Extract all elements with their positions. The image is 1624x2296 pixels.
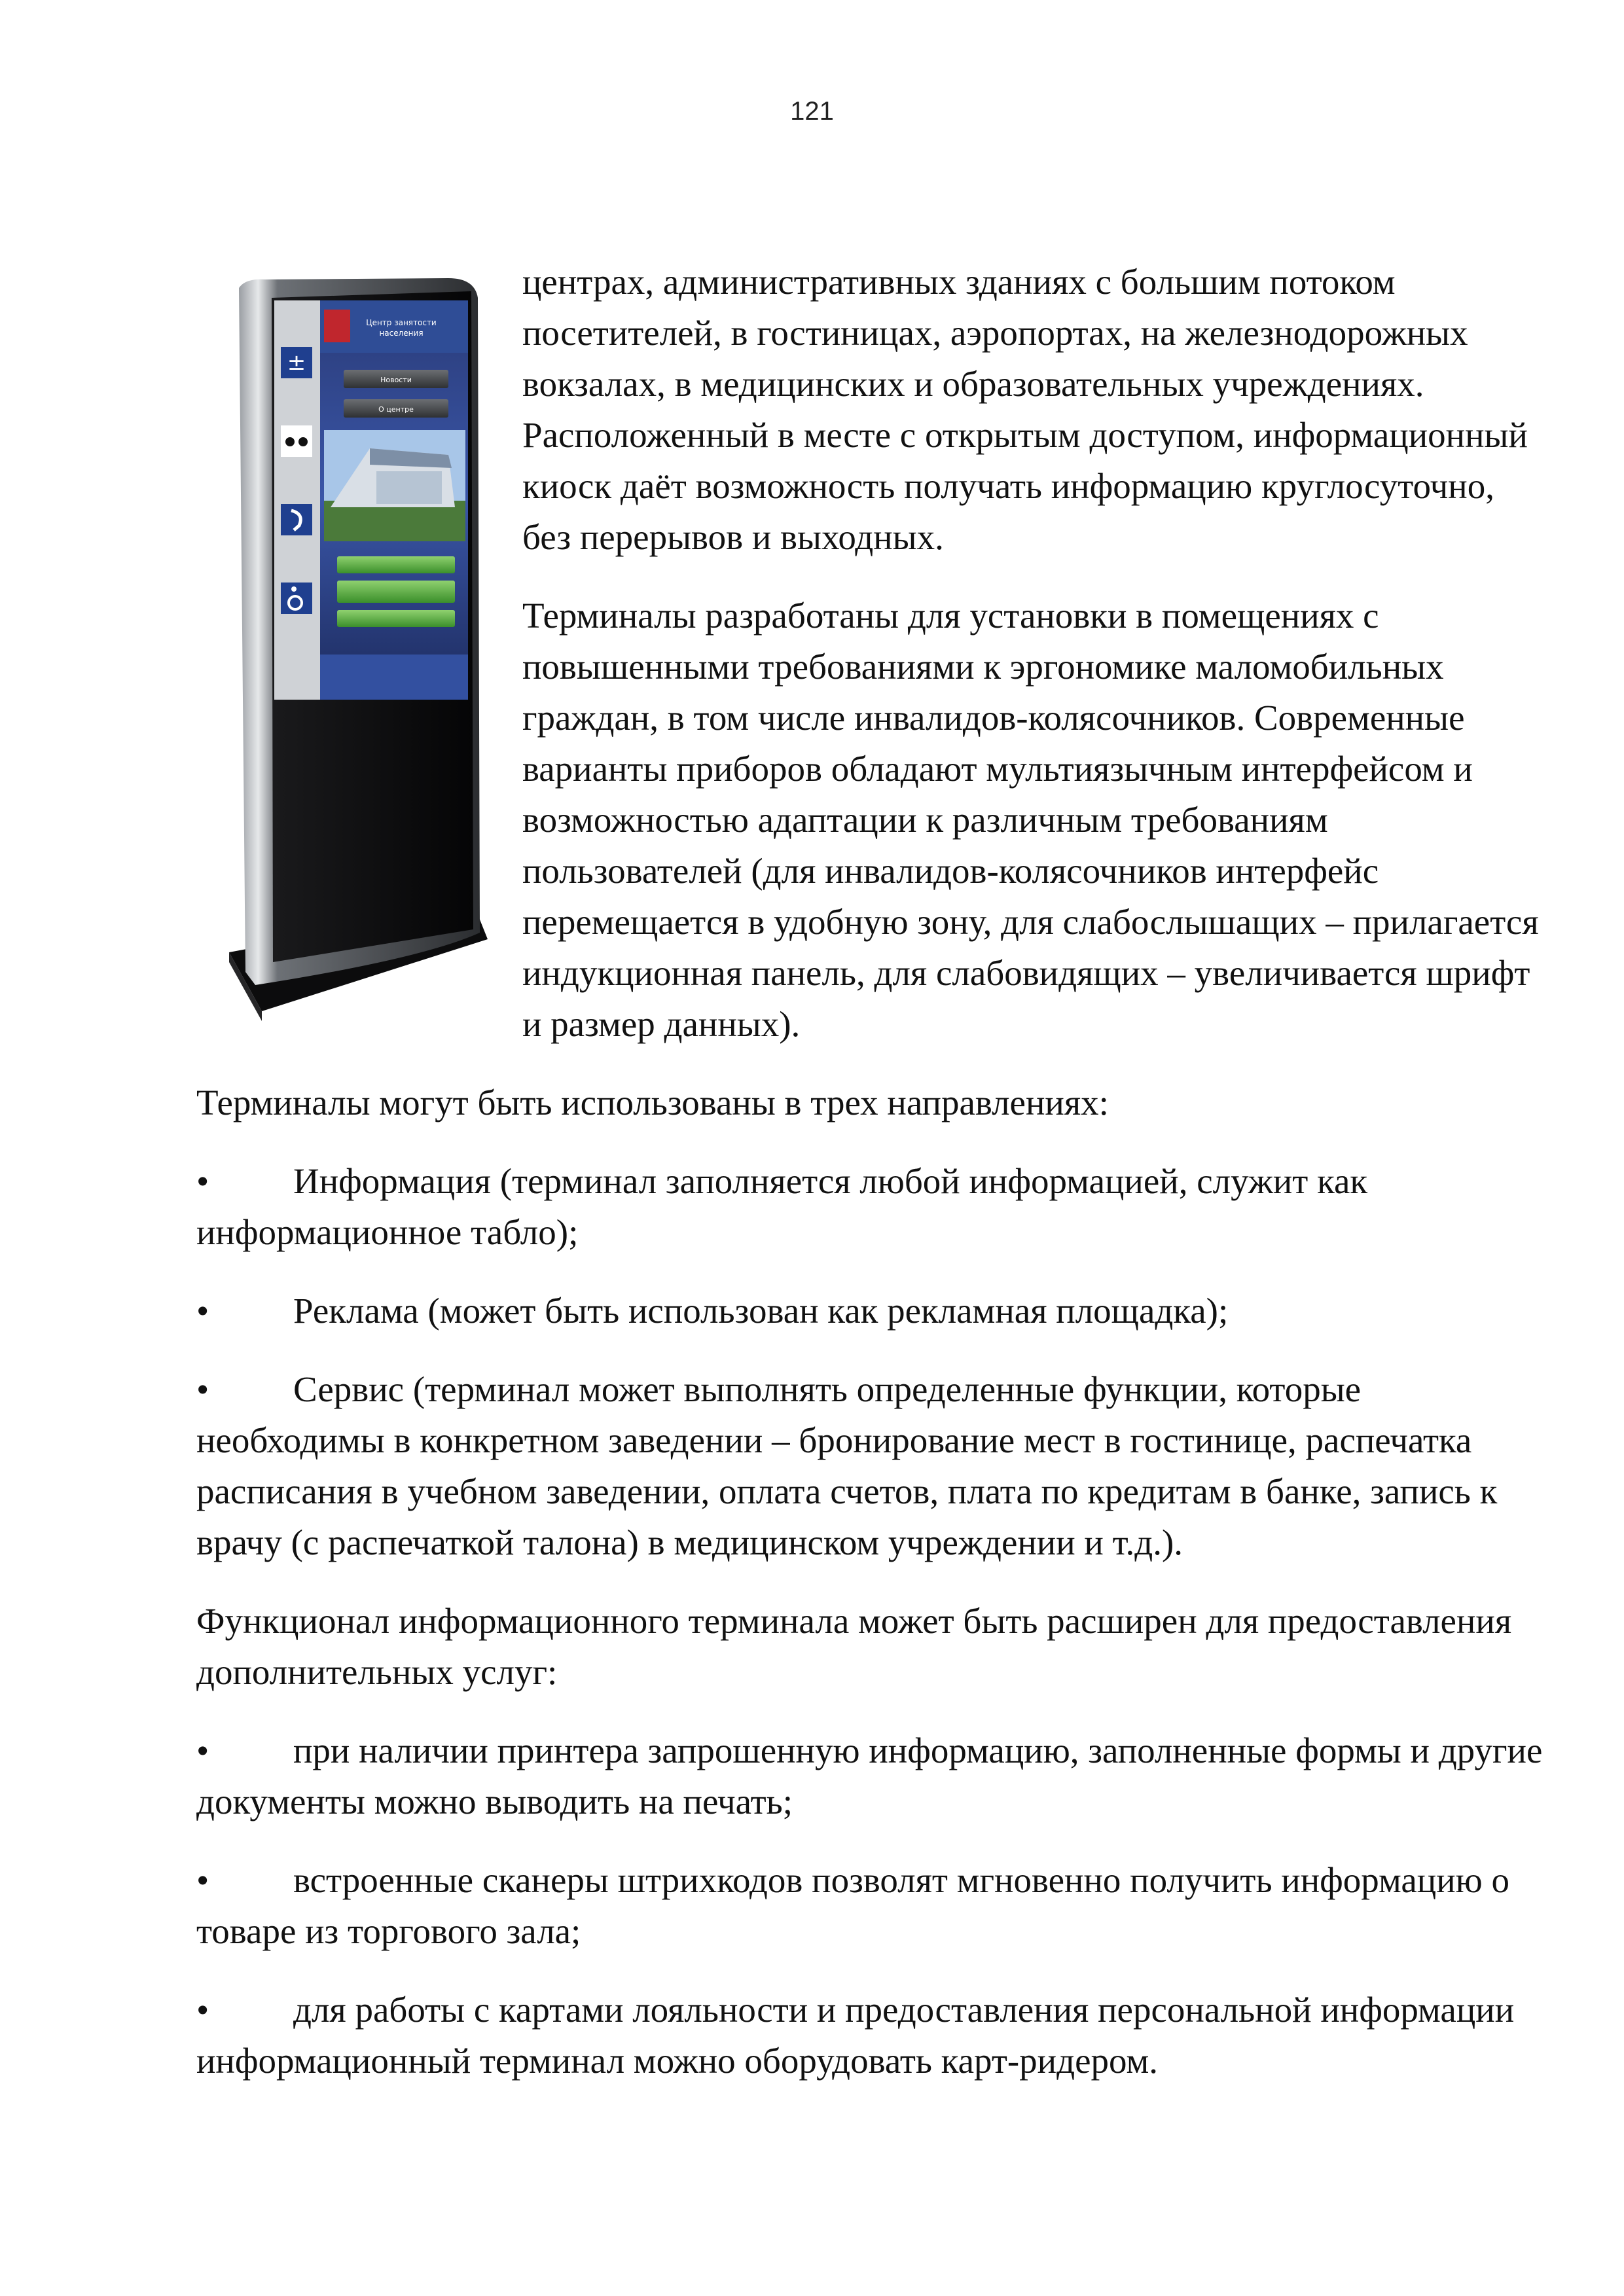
paragraph-kiosk-locations: центрах, административных зданиях с большим потоком посетителей, в гостиницах, аэропортах, на железнодорожных вокзалах, в медицинских и образовательных учреждениях. Расположенный в месте с открытым доступом, информационный киоск даёт возможность получать информацию круглосуточно, без перерывов и выходных.	[522, 262, 1528, 557]
list-item	[196, 1984, 1545, 2087]
bullet-mark: •	[196, 1369, 209, 1409]
list-item-text: встроенные сканеры штрихкодов позволят мгновенно получить информацию о товаре из торгового зала;	[196, 1860, 1509, 1951]
bullet-mark: •	[196, 1161, 209, 1201]
bullet-mark: •	[196, 1291, 209, 1331]
svg-text:О центре: О центре	[378, 405, 414, 414]
bullet-mark: •	[196, 1860, 209, 1900]
list-item	[196, 1156, 1545, 1258]
list-item	[196, 1855, 1545, 1957]
list-item	[196, 1285, 1545, 1336]
paragraph-directions-intro: Терминалы могут быть использованы в трех направлениях:	[196, 1083, 1109, 1122]
paragraph-terminal-design: Терминалы разработаны для установки в помещениях с повышенными требованиями к эргономике маломобильных граждан, в том числе инвалидов-колясочников. Современные варианты приборов обладают мультиязычным интерфейсом и возможностью адаптации к различным требованиям пользователей (для инвалидов-колясочников интерфейс перемещается в удобную зону, для слабослышащих – прилагается индукционная панель, для слабовидящих – увеличивается шрифт и размер данных).	[522, 596, 1539, 1044]
svg-text:населения: населения	[379, 329, 424, 338]
bullet-mark: •	[196, 1731, 209, 1770]
paragraph-services-intro: Функционал информационного терминала может быть расширен для предоставления дополнительных услуг:	[196, 1601, 1512, 1692]
list-item-text: Реклама (может быть использован как рекламная площадка);	[293, 1291, 1229, 1331]
list-item	[196, 1364, 1545, 1568]
list-item-text: при наличии принтера запрошенную информацию, заполненные формы и другие документы можно выводить на печать;	[196, 1731, 1543, 1821]
svg-text:±: ±	[287, 350, 306, 376]
list-item-text: Информация (терминал заполняется любой информацией, служит как информационное табло);	[196, 1161, 1368, 1252]
page-number: 121	[790, 97, 834, 126]
list-item-text: для работы с картами лояльности и предоставления персональной информации информационный терминал можно оборудовать карт-ридером.	[196, 1990, 1515, 2081]
svg-text:Новости: Новости	[380, 376, 412, 384]
list-item	[196, 1725, 1545, 1827]
svg-text:Центр занятости: Центр занятости	[366, 318, 437, 327]
image-float-area	[196, 257, 522, 1058]
document-body	[196, 257, 1545, 2114]
list-item-text: Сервис (терминал может выполнять определенные функции, которые необходимы в конкретном заведении – бронирование мест в гостинице, распечатка расписания в учебном заведении, оплата счетов, плата по кредитам в банке, запись к врачу (с распечаткой талона) в медицинском учреждении и т.д.).	[196, 1369, 1498, 1562]
bullet-mark: •	[196, 1990, 209, 2030]
